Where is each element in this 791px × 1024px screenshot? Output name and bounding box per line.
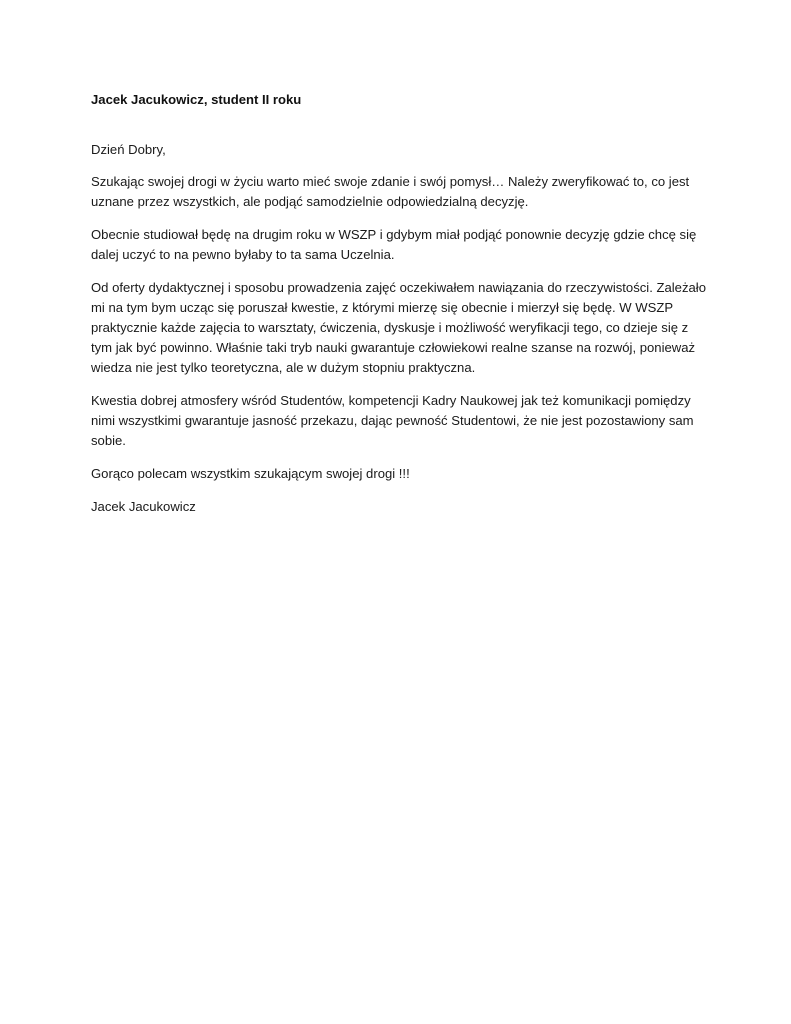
paragraph-current-studies: Obecnie studiował będę na drugim roku w WSZP i gdybym miał podjąć ponownie decyzję gdzie chcę się dalej uczyć to na pewno byłaby to ta sama Uczelnia. [91,227,697,262]
signature: Jacek Jacukowicz [91,499,196,514]
document-body [91,90,711,517]
paragraph-intro: Szukając swojej drogi w życiu warto mieć swoje zdanie i swój pomysł… Należy zweryfikować to, co jest uznane przez wszystkich, ale podjąć samodzielnie odpowiedzialną decyzję. [91,174,690,209]
document-title: Jacek Jacukowicz, student II roku [91,92,302,107]
paragraph-atmosphere: Kwestia dobrej atmosfery wśród Studentów, kompetencji Kadry Naukowej jak też komunikacji pomiędzy nimi wszystkimi gwarantuje jasność przekazu, dając pewność Studentowi, że nie jest pozostawiony sam sobie. [91,393,694,448]
greeting: Dzień Dobry, [91,142,166,157]
paragraph-recommendation: Gorąco polecam wszystkim szukającym swojej drogi !!! [91,466,410,481]
paragraph-teaching-offer: Od oferty dydaktycznej i sposobu prowadzenia zajęć oczekiwałem nawiązania do rzeczywistości. Zależało mi na tym bym ucząc się poruszał kwestie, z którymi mierzę się obecnie i mierzył się będę. W WSZP praktycznie każde zajęcia to warsztaty, ćwiczenia, dyskusje i możliwość weryfikacji tego, co dzieje się z tym jak być powinno. Właśnie taki tryb nauki gwarantuje człowiekowi realne szanse na rozwój, ponieważ wiedza nie jest tylko teoretyczna, ale w dużym stopniu praktyczna. [91,280,706,375]
